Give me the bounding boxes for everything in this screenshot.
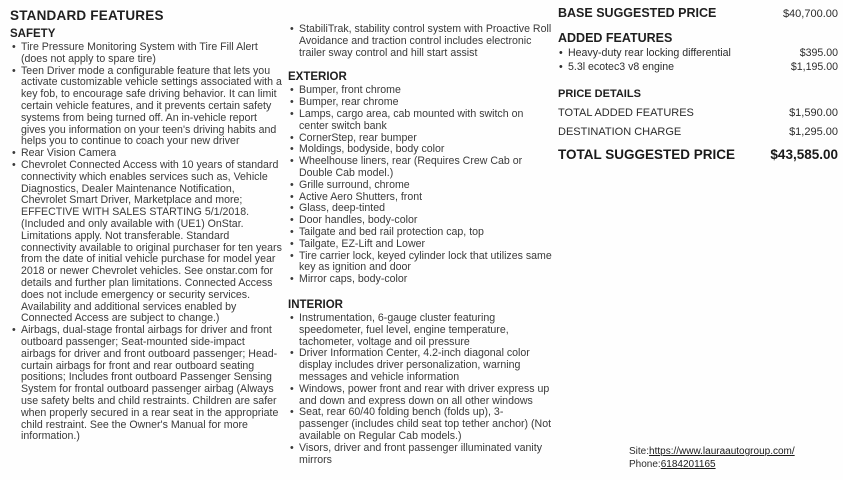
section-heading-interior: INTERIOR [288, 298, 343, 311]
feature-item: • Wheelhouse liners, rear (Requires Crew Cab or Double Cab model.) [288, 156, 552, 180]
detail-label: TOTAL ADDED FEATURES [558, 107, 694, 119]
exterior-list [288, 85, 552, 286]
feature-item: • Tire Pressure Monitoring System with Tire Fill Alert (does not apply to spare tire) [10, 42, 282, 66]
page-title: STANDARD FEATURES [10, 8, 164, 23]
feature-item: • Windows, power front and rear with driver express up and down and express down on all other windows [288, 384, 552, 408]
phone-link[interactable]: 6184201165 [660, 458, 716, 470]
feature-item: • Driver Information Center, 4.2-inch diagonal color display includes driver personalization, warning messages and vehicle information [288, 348, 552, 383]
added-feature-label: • Heavy-duty rear locking differential [558, 47, 731, 59]
added-features-heading: ADDED FEATURES [558, 31, 673, 45]
added-feature-row [558, 47, 838, 59]
section-heading-safety: SAFETY [10, 28, 56, 40]
phone-label: Phone: [629, 458, 661, 470]
detail-value: $1,295.00 [789, 126, 838, 138]
feature-item: • Airbags, dual-stage frontal airbags for driver and front outboard passenger; Seat-mounted side-impact airbags for driver and front outboard passenger; Head-curtain airbags for front and rear outboard seating positions; Includes front outboard Passenger Sensing System for frontal outboard passenger airbag (Always use safety belts and child restraints. Children are safer when properly secured in a rear seat in the appropriate child restraint. See the Owner's Manual for more information.) [10, 325, 282, 443]
added-feature-label: • 5.3l ecotec3 v8 engine [558, 61, 674, 73]
total-price-value: $43,585.00 [770, 147, 838, 162]
price-detail-row [558, 126, 838, 138]
feature-item: • Tailgate, EZ-Lift and Lower [288, 239, 552, 251]
feature-item: • Active Aero Shutters, front [288, 192, 552, 204]
phone-row [629, 459, 795, 472]
site-label: Site: [629, 446, 650, 457]
total-price-label: TOTAL SUGGESTED PRICE [558, 147, 736, 162]
safety-list [10, 42, 282, 443]
price-detail-row [558, 107, 838, 119]
feature-item: • Grille surround, chrome [288, 180, 552, 192]
section-heading-exterior: EXTERIOR [288, 71, 347, 84]
feature-item: • Tire carrier lock, keyed cylinder lock that utilizes same key as ignition and door [288, 251, 552, 275]
interior-list [288, 313, 552, 466]
feature-item: • Visors, driver and front passenger illuminated vanity mirrors [288, 443, 552, 467]
base-price-value: $40,700.00 [782, 8, 838, 20]
added-feature-row [558, 61, 838, 73]
detail-value: $1,590.00 [789, 107, 838, 119]
feature-item: • Teen Driver mode a configurable feature that lets you activate customizable vehicle settings associated with a key fob, to encourage safe driving behavior. It can limit certain vehicle features, and it prevents certain safety systems from being turned off. An in-vehicle report gives you information on your teen's driving habits and helps you to continue to coach your new driver [10, 66, 282, 149]
feature-item: • Chevrolet Connected Access with 10 years of standard connectivity which enables services such as, Vehicle Diagnostics, Dealer Maintenance Notification, Chevrolet Smart Driver, Marketplace and more; EFFECTIVE WITH SALES STARTING 5/1/2018. (Included and only available with (UE1) OnStar. Limitations apply. Not transferable. Standard connectivity available to original purchaser for ten years from the date of initial vehicle purchase for model year 2018 or newer Chevrolet vehicles. See onstar.com for details and further plan limitations. Connected Access does not include emergency or security services. Availability and additional services enabled by Connected Access are subject to change.) [10, 160, 282, 325]
feature-item: • Bumper, front chrome [288, 85, 552, 97]
added-feature-value: $395.00 [799, 47, 838, 59]
safety-list-continued [288, 24, 552, 59]
feature-item: • Lamps, cargo area, cab mounted with switch on center switch bank [288, 109, 552, 133]
detail-label: DESTINATION CHARGE [558, 126, 682, 138]
total-price-row [558, 147, 838, 162]
features-column-1 [10, 8, 282, 443]
feature-item: • Glass, deep-tinted [288, 203, 552, 215]
site-row [629, 446, 795, 459]
base-price-label: BASE SUGGESTED PRICE [558, 6, 717, 20]
feature-item: • Moldings, bodyside, body color [288, 144, 552, 156]
feature-item: • Tailgate and bed rail protection cap, top [288, 227, 552, 239]
added-feature-value: $1,195.00 [790, 61, 838, 73]
feature-item: • Rear Vision Camera [10, 148, 282, 160]
feature-item: • CornerStep, rear bumper [288, 133, 552, 145]
features-column-2 [288, 8, 552, 466]
contact-links [629, 446, 795, 471]
site-link[interactable]: https://www.lauraautogroup.com/ [649, 446, 795, 457]
feature-item: • Door handles, body-color [288, 215, 552, 227]
feature-item: • Instrumentation, 6-gauge cluster featuring speedometer, fuel level, engine temperature, tachometer, voltage and oil pressure [288, 313, 552, 348]
price-details-heading: PRICE DETAILS [558, 88, 641, 100]
price-panel [558, 6, 838, 162]
feature-item: • Seat, rear 60/40 folding bench (folds up), 3-passenger (includes child seat top tether anchor) (Not available on Regular Cab models.) [288, 407, 552, 442]
feature-item: • Bumper, rear chrome [288, 97, 552, 109]
feature-item: • StabiliTrak, stability control system with Proactive Roll Avoidance and traction control includes electronic trailer sway control and hill start assist [288, 24, 552, 59]
feature-item: • Mirror caps, body-color [288, 274, 552, 286]
base-price-row [558, 6, 838, 20]
